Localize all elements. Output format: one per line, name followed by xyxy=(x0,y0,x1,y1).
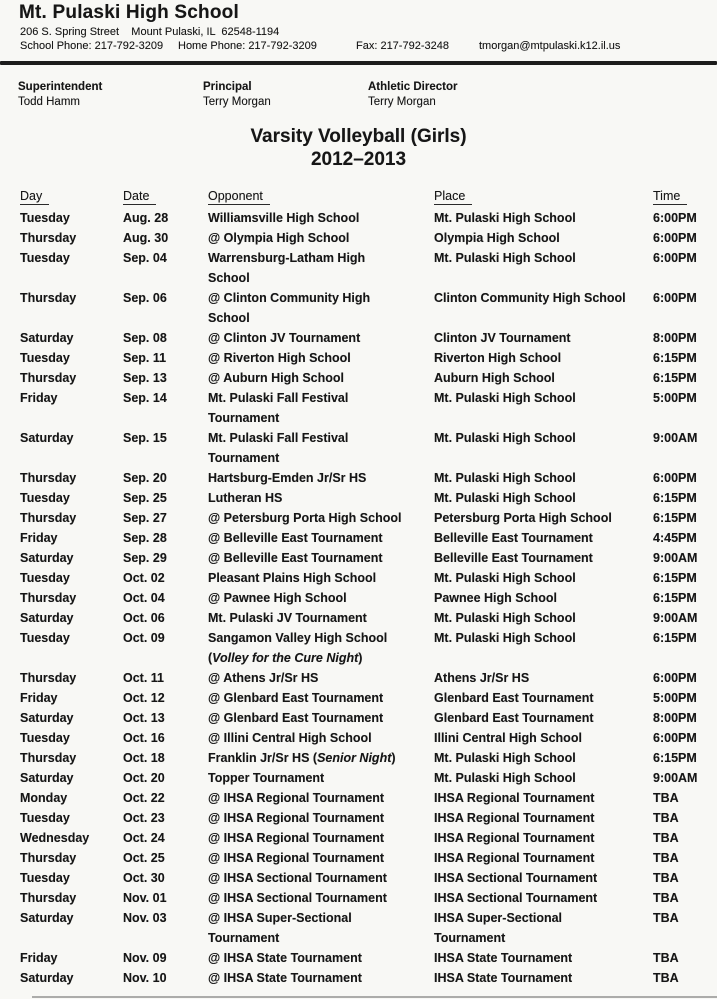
schedule-row xyxy=(0,228,717,248)
day-cell: Wednesday xyxy=(20,831,90,845)
time-cell: 6:00PM xyxy=(653,231,697,245)
opponent-cell: Topper Tournament xyxy=(208,771,325,785)
time-cell: 6:00PM xyxy=(653,251,697,265)
opponent-cell: @ Belleville East Tournament xyxy=(208,531,383,545)
day-cell: Thursday xyxy=(20,231,77,245)
date-cell: Oct. 18 xyxy=(123,751,165,765)
schedule-row xyxy=(0,368,717,388)
date-cell: Oct. 06 xyxy=(123,611,165,625)
opponent-cell: @ IHSA Sectional Tournament xyxy=(208,891,387,905)
time-cell: 8:00PM xyxy=(653,711,697,725)
schedule-row xyxy=(0,668,717,688)
opponent-cell: @ IHSA Regional Tournament xyxy=(208,811,385,825)
date-cell: Oct. 23 xyxy=(123,811,165,825)
place-cell: Belleville East Tournament xyxy=(434,531,593,545)
date-cell: Oct. 22 xyxy=(123,791,165,805)
opponent-cell: @ Clinton Community High School xyxy=(208,291,371,325)
superintendent-label: Superintendent xyxy=(18,81,103,93)
place-cell: IHSA State Tournament xyxy=(434,951,573,965)
schedule-row xyxy=(0,528,717,548)
time-cell: 9:00AM xyxy=(653,551,698,565)
time-cell: 6:15PM xyxy=(653,751,697,765)
opponent-cell: @ Riverton High School xyxy=(208,351,351,365)
time-cell: 6:15PM xyxy=(653,631,697,645)
place-cell: IHSA State Tournament xyxy=(434,971,573,985)
fax-number: Fax: 217-792-3248 xyxy=(356,40,449,52)
date-cell: Sep. 28 xyxy=(123,531,167,545)
day-cell: Tuesday xyxy=(20,351,70,365)
schedule-row xyxy=(0,388,717,428)
day-cell: Saturday xyxy=(20,611,74,625)
opponent-cell: @ IHSA Regional Tournament xyxy=(208,851,385,865)
schedule-row xyxy=(0,768,717,788)
schedule-row xyxy=(0,828,717,848)
place-cell: IHSA Sectional Tournament xyxy=(434,891,598,905)
opponent-cell: Hartsburg-Emden Jr/Sr HS xyxy=(208,471,367,485)
schedule-row xyxy=(0,848,717,868)
day-cell: Saturday xyxy=(20,711,74,725)
schedule-row xyxy=(0,788,717,808)
schedule-row xyxy=(0,428,717,468)
place-cell: IHSA Super-Sectional Tournament xyxy=(434,911,563,945)
schedule-row xyxy=(0,908,717,948)
place-cell: Petersburg Porta High School xyxy=(434,511,612,525)
place-cell: Clinton Community High School xyxy=(434,291,626,305)
place-cell: Olympia High School xyxy=(434,231,560,245)
schedule-row xyxy=(0,588,717,608)
schedule-row xyxy=(0,208,717,228)
day-cell: Friday xyxy=(20,531,58,545)
date-cell: Aug. 28 xyxy=(123,211,169,225)
date-cell: Nov. 10 xyxy=(123,971,167,985)
day-cell: Tuesday xyxy=(20,871,70,885)
place-cell: Mt. Pulaski High School xyxy=(434,391,576,405)
day-cell: Friday xyxy=(20,691,58,705)
time-cell: 6:15PM xyxy=(653,371,697,385)
school-phone: School Phone: 217-792-3209 xyxy=(20,40,164,52)
time-cell: TBA xyxy=(653,871,679,885)
opponent-cell: @ Glenbard East Tournament xyxy=(208,711,384,725)
day-cell: Tuesday xyxy=(20,731,70,745)
time-cell: TBA xyxy=(653,911,679,925)
date-cell: Oct. 13 xyxy=(123,711,165,725)
opponent-cell: @ Athens Jr/Sr HS xyxy=(208,671,319,685)
schedule-row xyxy=(0,508,717,528)
date-cell: Sep. 04 xyxy=(123,251,167,265)
athletic-director-label: Athletic Director xyxy=(368,81,458,93)
opponent-cell: Lutheran HS xyxy=(208,491,283,505)
date-cell: Oct. 24 xyxy=(123,831,165,845)
date-cell: Oct. 04 xyxy=(123,591,165,605)
day-cell: Friday xyxy=(20,391,58,405)
day-cell: Thursday xyxy=(20,371,77,385)
scan-edge-artifact xyxy=(32,996,717,998)
opponent-cell: Williamsville High School xyxy=(208,211,360,225)
time-cell: TBA xyxy=(653,971,679,985)
date-cell: Oct. 20 xyxy=(123,771,165,785)
day-cell: Tuesday xyxy=(20,211,70,225)
date-cell: Oct. 12 xyxy=(123,691,165,705)
date-cell: Sep. 15 xyxy=(123,431,167,445)
col-header-time: Time xyxy=(653,189,713,205)
time-cell: 9:00AM xyxy=(653,431,698,445)
opponent-cell: @ Illini Central High School xyxy=(208,731,372,745)
schedule-row xyxy=(0,728,717,748)
opponent-cell: Mt. Pulaski Fall Festival Tournament xyxy=(208,431,349,465)
time-cell: 6:00PM xyxy=(653,671,697,685)
day-cell: Saturday xyxy=(20,971,74,985)
day-cell: Tuesday xyxy=(20,491,70,505)
schedule-row xyxy=(0,748,717,768)
time-cell: TBA xyxy=(653,791,679,805)
schedule-table-body xyxy=(0,208,717,988)
day-cell: Tuesday xyxy=(20,811,70,825)
schedule-row xyxy=(0,348,717,368)
time-cell: 6:00PM xyxy=(653,211,697,225)
place-cell: Glenbard East Tournament xyxy=(434,691,594,705)
opponent-cell: @ Petersburg Porta High School xyxy=(208,511,402,525)
day-cell: Tuesday xyxy=(20,251,70,265)
time-cell: 4:45PM xyxy=(653,531,697,545)
place-cell: Mt. Pulaski High School xyxy=(434,751,576,765)
opponent-cell: Pleasant Plains High School xyxy=(208,571,377,585)
schedule-row xyxy=(0,468,717,488)
schedule-row xyxy=(0,688,717,708)
time-cell: 6:00PM xyxy=(653,471,697,485)
opponent-cell: @ Olympia High School xyxy=(208,231,350,245)
time-cell: TBA xyxy=(653,851,679,865)
place-cell: IHSA Regional Tournament xyxy=(434,791,595,805)
place-cell: Mt. Pulaski High School xyxy=(434,251,576,265)
opponent-cell: Sangamon Valley High School (Volley for the Cure Night) xyxy=(208,631,388,665)
place-cell: Mt. Pulaski High School xyxy=(434,631,576,645)
schedule-row xyxy=(0,248,717,288)
col-header-opponent: Opponent xyxy=(208,189,434,205)
time-cell: 6:15PM xyxy=(653,351,697,365)
place-cell: Pawnee High School xyxy=(434,591,557,605)
date-cell: Oct. 02 xyxy=(123,571,165,585)
place-cell: Mt. Pulaski High School xyxy=(434,211,576,225)
place-cell: Auburn High School xyxy=(434,371,555,385)
schedule-row xyxy=(0,888,717,908)
col-header-day: Day xyxy=(20,189,123,205)
place-cell: IHSA Regional Tournament xyxy=(434,851,595,865)
day-cell: Tuesday xyxy=(20,571,70,585)
opponent-cell: @ IHSA Super-Sectional Tournament xyxy=(208,911,352,945)
day-cell: Thursday xyxy=(20,591,77,605)
day-cell: Thursday xyxy=(20,291,77,305)
schedule-row xyxy=(0,288,717,328)
time-cell: 6:15PM xyxy=(653,591,697,605)
header-divider xyxy=(0,61,717,65)
date-cell: Sep. 13 xyxy=(123,371,167,385)
schedule-row xyxy=(0,808,717,828)
opponent-cell: @ Auburn High School xyxy=(208,371,345,385)
time-cell: 9:00AM xyxy=(653,771,698,785)
page-title: Varsity Volleyball (Girls) xyxy=(250,126,467,147)
athletic-director-name: Terry Morgan xyxy=(368,96,436,108)
place-cell: Glenbard East Tournament xyxy=(434,711,594,725)
day-cell: Thursday xyxy=(20,891,77,905)
time-cell: 9:00AM xyxy=(653,611,698,625)
opponent-cell: @ Belleville East Tournament xyxy=(208,551,383,565)
place-cell: IHSA Sectional Tournament xyxy=(434,871,598,885)
date-cell: Oct. 16 xyxy=(123,731,165,745)
date-cell: Nov. 01 xyxy=(123,891,167,905)
place-cell: Clinton JV Tournament xyxy=(434,331,571,345)
place-cell: IHSA Regional Tournament xyxy=(434,811,595,825)
schedule-row xyxy=(0,488,717,508)
day-cell: Monday xyxy=(20,791,68,805)
date-cell: Oct. 11 xyxy=(123,671,164,685)
time-cell: 6:15PM xyxy=(653,491,697,505)
day-cell: Saturday xyxy=(20,431,74,445)
place-cell: Athens Jr/Sr HS xyxy=(434,671,530,685)
schedule-row xyxy=(0,568,717,588)
schedule-row xyxy=(0,948,717,968)
date-cell: Nov. 03 xyxy=(123,911,167,925)
place-cell: Mt. Pulaski High School xyxy=(434,471,576,485)
time-cell: TBA xyxy=(653,831,679,845)
date-cell: Sep. 08 xyxy=(123,331,167,345)
opponent-cell: @ IHSA State Tournament xyxy=(208,951,362,965)
principal-name: Terry Morgan xyxy=(203,96,271,108)
opponent-cell: Mt. Pulaski JV Tournament xyxy=(208,611,367,625)
col-header-place: Place xyxy=(434,189,653,205)
date-cell: Oct. 09 xyxy=(123,631,165,645)
day-cell: Friday xyxy=(20,951,58,965)
date-cell: Aug. 30 xyxy=(123,231,169,245)
opponent-cell: @ Pawnee High School xyxy=(208,591,347,605)
day-cell: Saturday xyxy=(20,331,74,345)
school-name: Mt. Pulaski High School xyxy=(19,2,239,23)
opponent-cell: @ IHSA State Tournament xyxy=(208,971,362,985)
date-cell: Sep. 25 xyxy=(123,491,167,505)
date-cell: Sep. 29 xyxy=(123,551,167,565)
day-cell: Thursday xyxy=(20,511,77,525)
time-cell: TBA xyxy=(653,891,679,905)
place-cell: IHSA Regional Tournament xyxy=(434,831,595,845)
day-cell: Thursday xyxy=(20,751,77,765)
day-cell: Saturday xyxy=(20,911,74,925)
col-header-date: Date xyxy=(123,189,208,205)
place-cell: Mt. Pulaski High School xyxy=(434,431,576,445)
time-cell: 5:00PM xyxy=(653,391,697,405)
principal-label: Principal xyxy=(203,81,252,93)
schedule-row xyxy=(0,868,717,888)
opponent-cell: @ Clinton JV Tournament xyxy=(208,331,361,345)
opponent-cell: Franklin Jr/Sr HS (Senior Night) xyxy=(208,751,396,765)
schedule-row xyxy=(0,628,717,668)
date-cell: Nov. 09 xyxy=(123,951,167,965)
home-phone: Home Phone: 217-792-3209 xyxy=(178,40,317,52)
opponent-cell: @ IHSA Regional Tournament xyxy=(208,831,385,845)
time-cell: TBA xyxy=(653,951,679,965)
date-cell: Oct. 25 xyxy=(123,851,165,865)
schedule-header-row xyxy=(0,189,717,205)
superintendent-name: Todd Hamm xyxy=(18,96,80,108)
date-cell: Sep. 14 xyxy=(123,391,167,405)
time-cell: 8:00PM xyxy=(653,331,697,345)
time-cell: 6:00PM xyxy=(653,291,697,305)
date-cell: Sep. 20 xyxy=(123,471,167,485)
schedule-row xyxy=(0,708,717,728)
opponent-cell: Mt. Pulaski Fall Festival Tournament xyxy=(208,391,349,425)
season-title: 2012–2013 xyxy=(310,149,407,170)
date-cell: Sep. 11 xyxy=(123,351,167,365)
opponent-cell: Warrensburg-Latham High School xyxy=(208,251,366,285)
day-cell: Thursday xyxy=(20,851,77,865)
time-cell: 6:15PM xyxy=(653,511,697,525)
place-cell: Belleville East Tournament xyxy=(434,551,593,565)
place-cell: Illini Central High School xyxy=(434,731,582,745)
day-cell: Saturday xyxy=(20,551,74,565)
time-cell: 6:00PM xyxy=(653,731,697,745)
email-address: tmorgan@mtpulaski.k12.il.us xyxy=(479,40,621,52)
place-cell: Riverton High School xyxy=(434,351,562,365)
opponent-cell: @ Glenbard East Tournament xyxy=(208,691,384,705)
date-cell: Sep. 27 xyxy=(123,511,167,525)
time-cell: 6:15PM xyxy=(653,571,697,585)
day-cell: Thursday xyxy=(20,671,77,685)
school-address: 206 S. Spring Street Mount Pulaski, IL 62548-1194 xyxy=(20,26,280,38)
place-cell: Mt. Pulaski High School xyxy=(434,491,576,505)
date-cell: Sep. 06 xyxy=(123,291,167,305)
date-cell: Oct. 30 xyxy=(123,871,165,885)
time-cell: TBA xyxy=(653,811,679,825)
schedule-row xyxy=(0,328,717,348)
place-cell: Mt. Pulaski High School xyxy=(434,571,576,585)
schedule-row xyxy=(0,968,717,988)
time-cell: 5:00PM xyxy=(653,691,697,705)
opponent-cell: @ IHSA Regional Tournament xyxy=(208,791,385,805)
schedule-row xyxy=(0,608,717,628)
schedule-row xyxy=(0,548,717,568)
day-cell: Tuesday xyxy=(20,631,70,645)
day-cell: Saturday xyxy=(20,771,74,785)
opponent-cell: @ IHSA Sectional Tournament xyxy=(208,871,387,885)
place-cell: Mt. Pulaski High School xyxy=(434,771,576,785)
place-cell: Mt. Pulaski High School xyxy=(434,611,576,625)
day-cell: Thursday xyxy=(20,471,77,485)
